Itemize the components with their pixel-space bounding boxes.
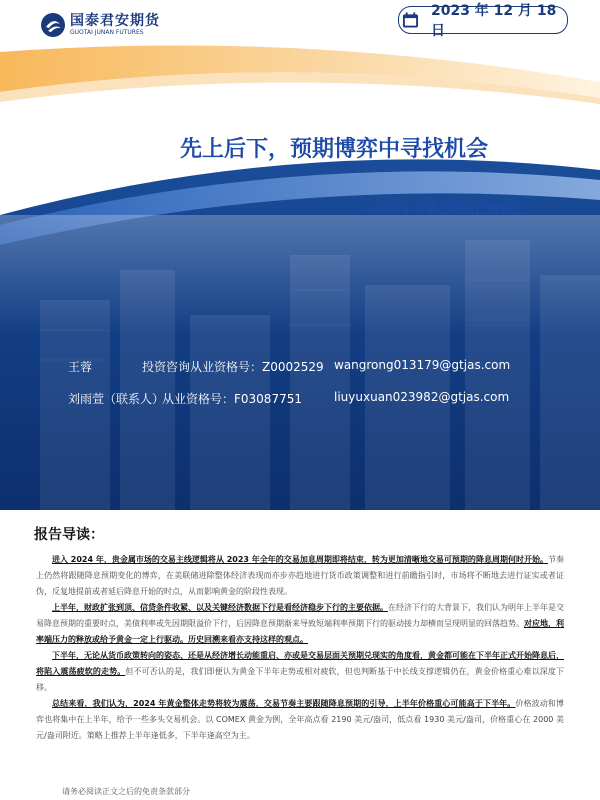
author-qualification: 从业资格号：F03087751 [162, 392, 302, 406]
author-email[interactable]: liuyuxuan023982@gtjas.com [334, 390, 510, 404]
author-name: 刘雨萱（联系人） [68, 392, 165, 406]
logo-mark-icon [40, 12, 66, 38]
guide-key-sentence: 下半年，无论从货币政策转向的姿态、还是从经济增长动能重启、亦或是交易层面关预期兑现实的角度看，黄金都可能在下半年正式开始降息后，将陷入震荡疲软的走势。 [36, 651, 564, 676]
report-subtitle: ---2024 年黄金期货行情展望 [362, 202, 523, 216]
calendar-icon [402, 11, 419, 29]
date-badge [398, 3, 568, 39]
guide-sentence: 在经济下行的大背景下，我们认为明年上半年是交易降息预期的重要时点，美债利率或先因期限溢价下行，后因降息预期渐来导致短端利率预期下行的驱动接力却横而呈现明显的回落趋势。 [36, 603, 564, 628]
disclaimer-footer: 请务必阅读正文之后的免责条款部分 [62, 787, 190, 796]
guide-heading: 报告导读： [34, 527, 104, 543]
author-email[interactable]: wangrong013179@gtjas.com [334, 358, 511, 372]
guide-key-sentence: 总结来看，我们认为，2024 年黄金整体走势将较为震荡，交易节奏主要跟随降息预期的引导，上半年价格重心可能高于下半年。 [52, 699, 516, 708]
guide-key-sentence: 进入 2024 年，贵金属市场的交易主线逻辑将从 2023 年全年的交易加息周期即将结束，转为更加清晰地交易可预期的降息周期何时开始。 [52, 555, 548, 564]
guide-paragraph [36, 696, 564, 744]
company-logo [40, 12, 160, 38]
report-title: 先上后下，预期博弈中寻找机会 [180, 137, 489, 162]
guide-key-sentence: 上半年，财政扩张到顶、信贷条件收紧、以及关键经济数据下行是看经济稳步下行的主要依据。 [52, 603, 388, 612]
cover-graphic [0, 40, 600, 510]
report-date: 2023 年 12 月 18 日 [430, 3, 557, 39]
guide-paragraph [36, 648, 564, 696]
logo-english-name: GUOTAI JUNAN FUTURES [70, 29, 144, 36]
logo-chinese-name: 国泰君安期货 [70, 13, 160, 29]
author-name: 王蓉 [68, 360, 93, 374]
guide-sentence: 价格波动和博弈也将集中在上半年，给予一些多头交易机会。以 COMEX 黄金为例，全年高点看 2190 美元/盎司，低点看 1930 美元/盎司，价格重心在 2000 美元/盎司附近。策略上推荐上半年逢低多，下半年逢高空为主。 [36, 699, 565, 740]
guide-key-sentence: 对应地，利率端压力的释放或给予黄金一定上行驱动。历史回溯来看亦支持这样的观点。 [36, 619, 564, 644]
guide-sentence: 但不可否认的是，我们即便认为黄金下半年走势或相对疲软，但也判断基于中长线支撑逻辑仍在，黄金价格重心难以深度下移。 [36, 667, 564, 692]
guide-paragraph [36, 552, 564, 600]
author-qualification: 投资咨询从业资格号：Z0002529 [142, 360, 324, 374]
guide-paragraph [36, 600, 564, 648]
guide-sentence: 节奏上仍然将跟随降息预期变化的博弈，在美联储进除整体经济表现而亦步亦趋地进行货币政策调整和进行前瞻指引时，市场将不断地去进行证实或者证伪，反复地提前或者延后降息开始的时点，从而影响黄金的阶段性表现。 [36, 555, 565, 596]
guide-body [36, 552, 564, 744]
